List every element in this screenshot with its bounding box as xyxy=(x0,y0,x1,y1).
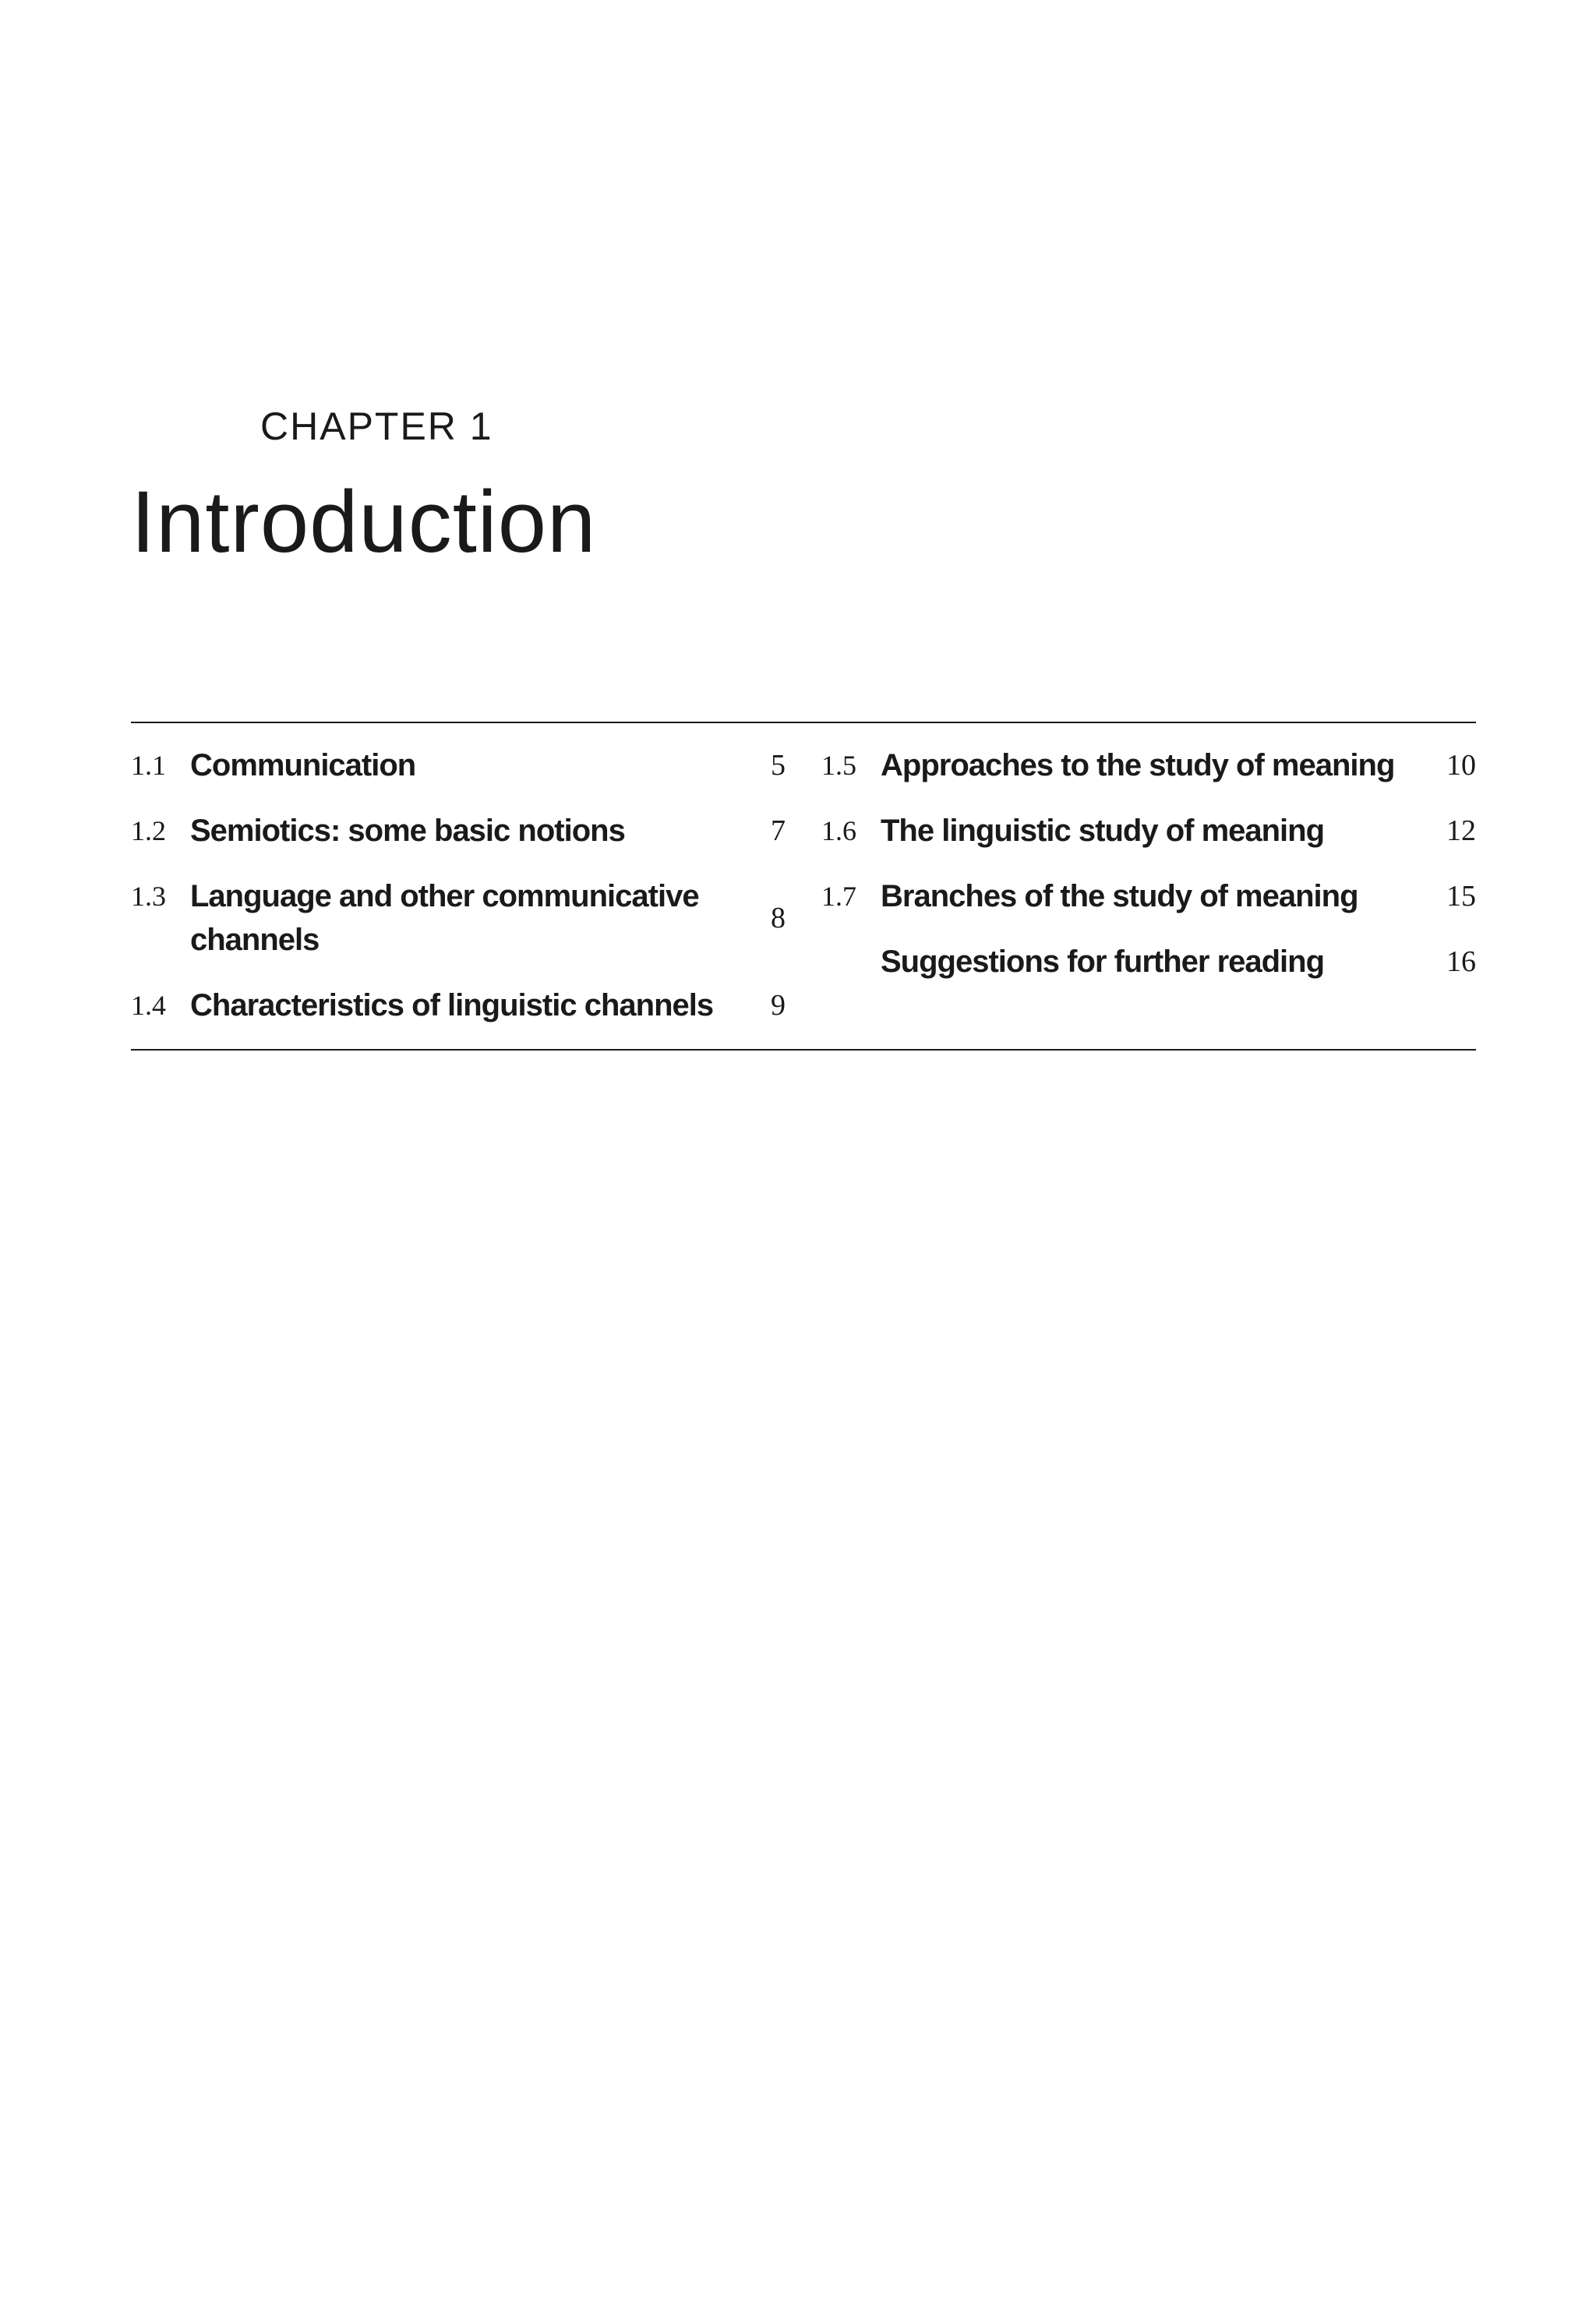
bottom-rule xyxy=(131,1049,1476,1051)
toc-entry-1-6[interactable] xyxy=(821,809,1476,853)
toc-entry-title: The linguistic study of meaning xyxy=(881,814,1325,848)
toc-entry-page: 16 xyxy=(1446,945,1476,978)
toc-entry-title: Language and other communicative channels xyxy=(190,879,699,957)
toc-entry-title: Branches of the study of meaning xyxy=(881,879,1358,913)
toc-entry-further-reading[interactable] xyxy=(821,940,1476,984)
toc-entry-title: Suggestions for further reading xyxy=(881,945,1325,979)
table-of-contents xyxy=(131,743,1476,1040)
toc-entry-page: 12 xyxy=(1446,814,1476,847)
toc-entry-number: 1.5 xyxy=(821,750,856,781)
toc-entry-number: 1.6 xyxy=(821,815,856,846)
toc-entry-1-2[interactable] xyxy=(131,809,786,853)
toc-column-right xyxy=(821,743,1476,1005)
toc-entry-1-7[interactable] xyxy=(821,874,1476,918)
toc-entry-number: 1.2 xyxy=(131,815,166,846)
chapter-title: Introduction xyxy=(131,473,597,570)
toc-entry-1-3[interactable] xyxy=(131,874,786,962)
chapter-label: CHAPTER 1 xyxy=(260,404,493,448)
toc-entry-page: 5 xyxy=(771,749,786,782)
toc-entry-page: 15 xyxy=(1446,880,1476,913)
toc-entry-title: Characteristics of linguistic channels xyxy=(190,988,714,1022)
toc-entry-number: 1.7 xyxy=(821,881,856,912)
toc-entry-number: 1.1 xyxy=(131,750,166,781)
toc-entry-title: Approaches to the study of meaning xyxy=(881,748,1395,782)
toc-entry-page: 8 xyxy=(771,902,786,934)
toc-entry-number: 1.3 xyxy=(131,881,166,912)
toc-entry-title: Communication xyxy=(190,748,416,782)
toc-entry-page: 7 xyxy=(771,814,786,847)
toc-column-left xyxy=(131,743,786,1049)
toc-entry-number: 1.4 xyxy=(131,990,166,1021)
top-rule xyxy=(131,722,1476,723)
toc-entry-title: Semiotics: some basic notions xyxy=(190,814,625,848)
toc-entry-1-5[interactable] xyxy=(821,743,1476,787)
toc-entry-page: 10 xyxy=(1446,749,1476,782)
toc-entry-page: 9 xyxy=(771,989,786,1022)
toc-entry-1-1[interactable] xyxy=(131,743,786,787)
toc-entry-1-4[interactable] xyxy=(131,984,786,1027)
